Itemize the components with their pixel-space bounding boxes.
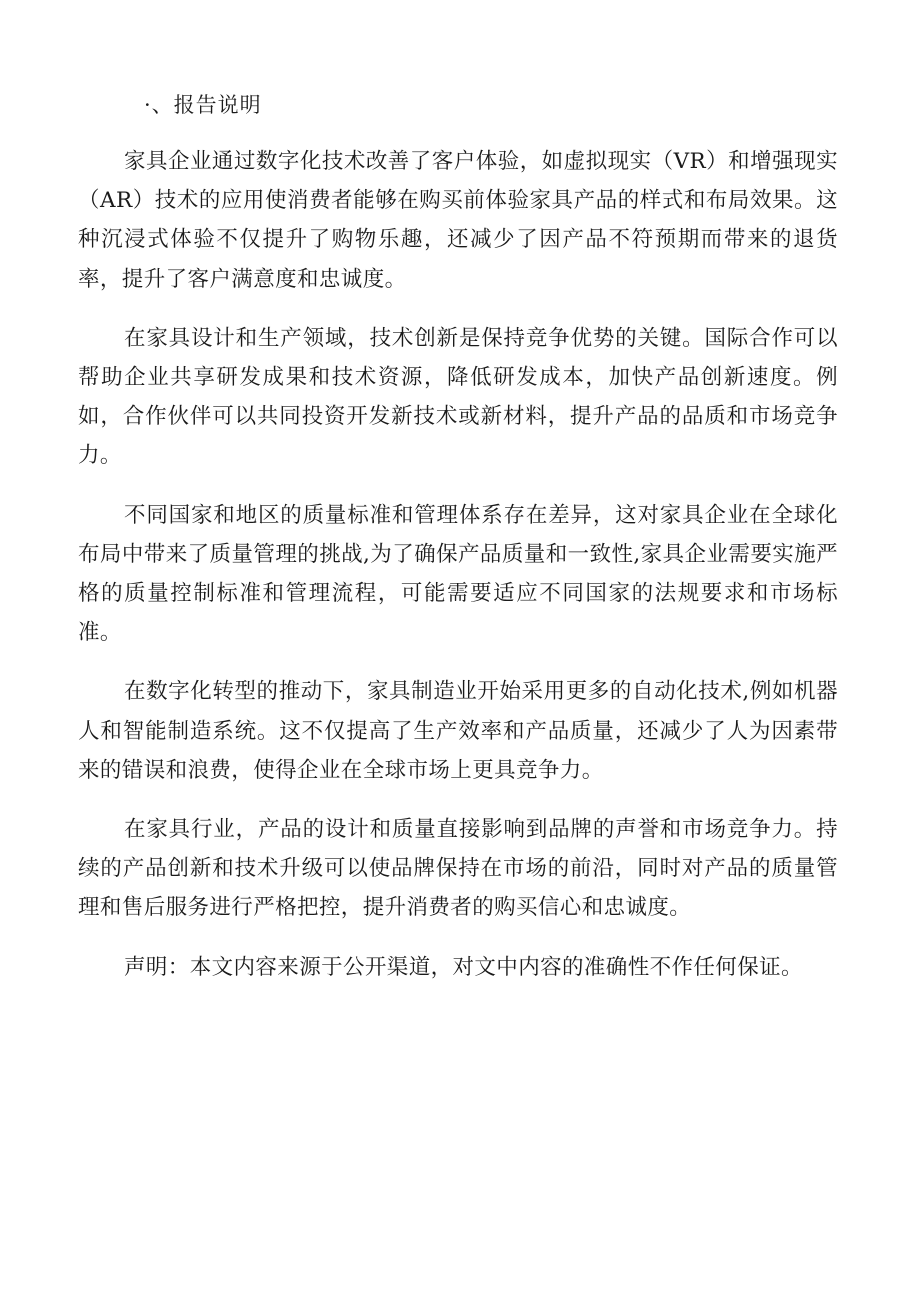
paragraph-customer-experience: 家具企业通过数字化技术改善了客户体验，如虚拟现实（VR）和增强现实（AR）技术的应用使消费者能够在购买前体验家具产品的样式和布局效果。这种沉浸式体验不仅提升了购物乐趣，还减少了因产品不符预期而带来的退货率，提升了客户满意度和忠诚度。 [78,149,838,292]
report-body [78,142,838,987]
paragraph-technology-innovation: 在家具设计和生产领域，技术创新是保持竞争优势的关键。国际合作可以帮助企业共享研发成果和技术资源，降低研发成本，加快产品创新速度。例如，合作伙伴可以共同投资开发新技术或新材料，提升产品的品质和市场竞争力。 [78,325,838,469]
paragraph-brand-quality: 在家具行业，产品的设计和质量直接影响到品牌的声誉和市场竞争力。持续的产品创新和技术升级可以使品牌保持在市场的前沿，同时对产品的质量管理和售后服务进行严格把控，提升消费者的购买信心和忠诚度。 [78,817,838,921]
paragraph-digital-transformation: 在数字化转型的推动下，家具制造业开始采用更多的自动化技术,例如机器人和智能制造系统。这不仅提高了生产效率和产品质量，还减少了人为因素带来的错误和浪费，使得企业在全球市场上更具竞争力。 [78,679,838,783]
disclaimer-notice: 声明：本文内容来源于公开渠道，对文中内容的准确性不作任何保证。 [124,954,803,980]
section-heading: ·、报告说明 [144,93,262,117]
paragraph-quality-standards: 不同国家和地区的质量标准和管理体系存在差异，这对家具企业在全球化布局中带来了质量管理的挑战,为了确保产品质量和一致性,家具企业需要实施严格的质量控制标准和管理流程，可能需要适应不同国家的法规要求和市场标准。 [78,502,838,646]
